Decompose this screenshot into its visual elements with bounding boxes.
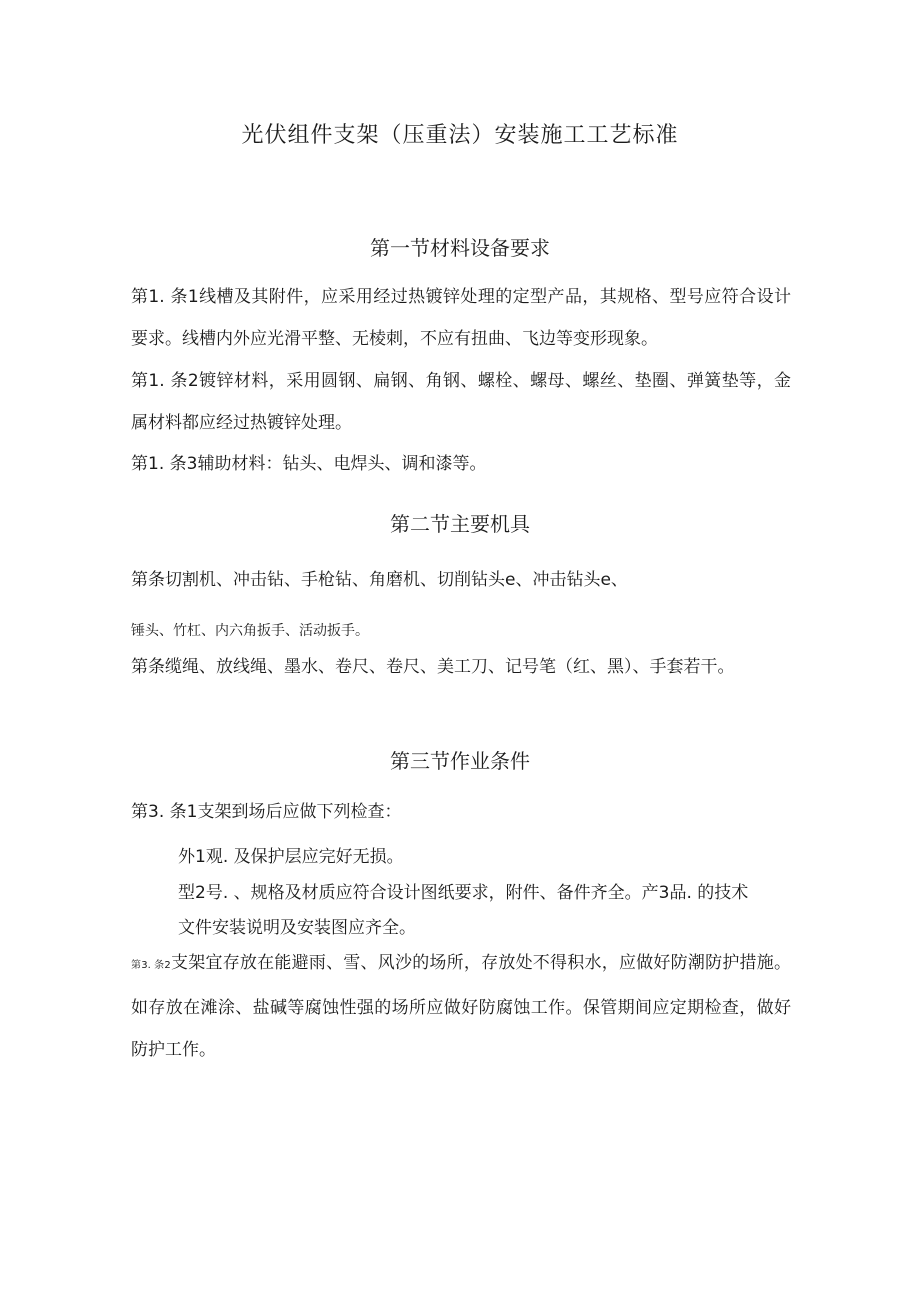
section-1-heading: 第一节材料设备要求 — [370, 236, 550, 260]
section-3-item-2 — [131, 942, 791, 1071]
section-2-heading: 第二节主要机具 — [390, 512, 530, 536]
section-3-heading: 第三节作业条件 — [390, 749, 530, 773]
section-3-item-1: 第3. 条1支架到场后应做下列检查： — [131, 802, 402, 822]
section-3-sub-2-line-1: 型2号. 、规格及材质应符合设计图纸要求，附件、备件齐全。产3品. 的技术 — [178, 883, 749, 903]
section-3-sub-1: 外1观. 及保护层应完好无损。 — [178, 847, 404, 867]
section-3-sub-2-line-2: 文件安装说明及安装图应齐全。 — [178, 918, 416, 938]
section-1-item-1: 第1. 条1线槽及其附件，应采用经过热镀锌处理的定型产品，其规格、型号应符合设计要求。线槽内外应光滑平整、无棱刺，不应有扭曲、飞边等变形现象。 — [131, 287, 791, 349]
section-3-item-2-text: 支架宜存放在能避雨、雪、风沙的场所，存放处不得积水，应做好防潮防护措施。如存放在滩涂、盐碱等腐蚀性强的场所应做好防腐蚀工作。保管期间应定期检查，做好防护工作。 — [131, 953, 792, 1060]
section-1-item-2: 第1. 条2镀锌材料，采用圆钢、扁钢、角钢、螺栓、螺母、螺丝、垫圈、弹簧垫等，金属材料都应经过热镀锌处理。 — [131, 371, 791, 433]
section-3-item-2-prefix: 第3. 条2 — [131, 960, 171, 971]
section-2-item-1-line-2: 锤头、竹杠、内六角扳手、活动扳手。 — [131, 623, 369, 639]
section-2-item-1-line-1: 第条切割机、冲击钻、手枪钻、角磨机、切削钻头e、冲击钻头e、 — [131, 570, 628, 590]
section-2-item-2: 第条缆绳、放线绳、墨水、卷尺、卷尺、美工刀、记号笔（红、黑）、手套若干。 — [131, 657, 735, 677]
document-title: 光伏组件支架（压重法）安装施工工艺标准 — [241, 123, 679, 148]
section-1-item-3: 第1. 条3辅助材料：钻头、电焊头、调和漆等。 — [131, 454, 487, 474]
